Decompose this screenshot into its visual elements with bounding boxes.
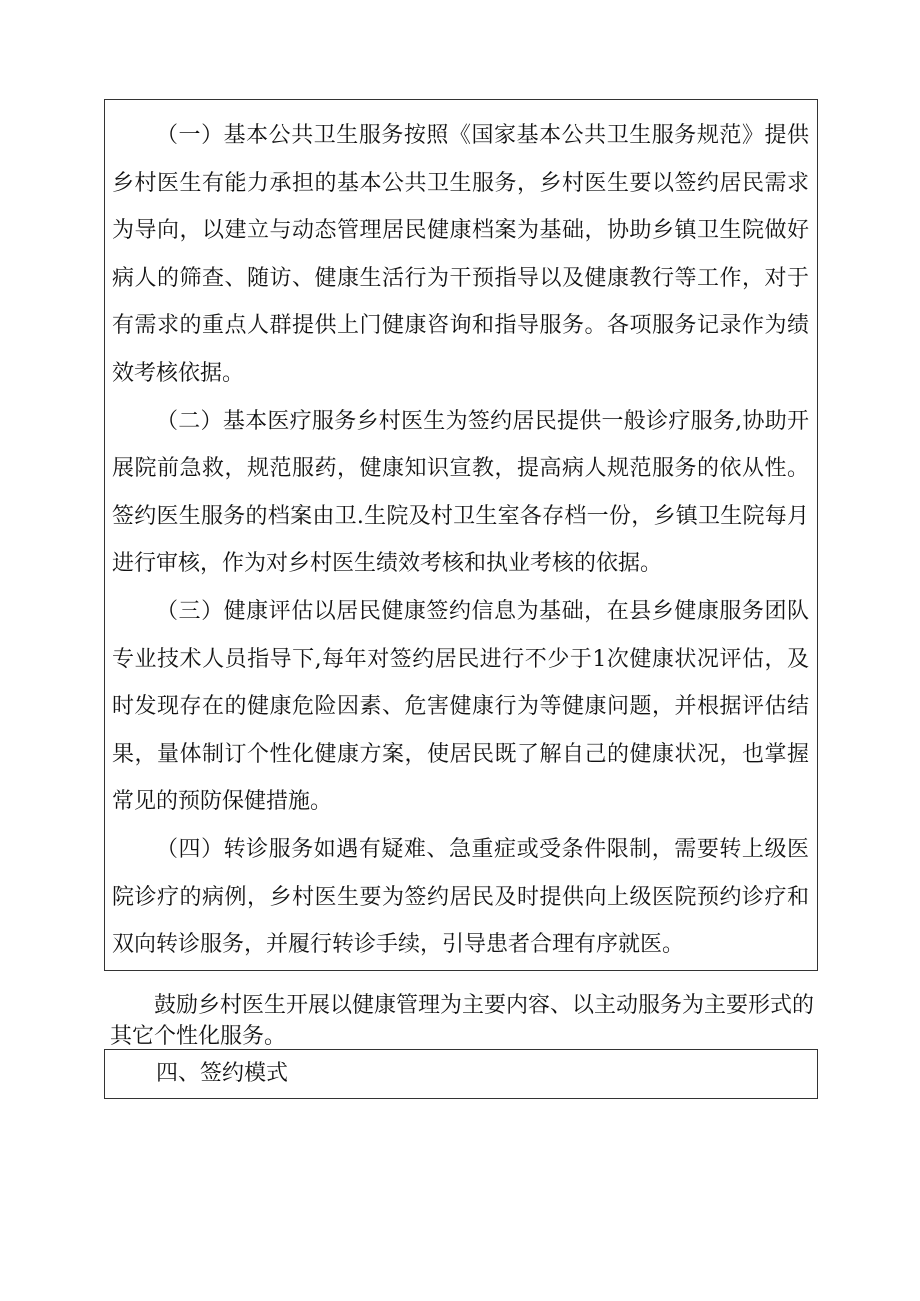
paragraph-health-assessment: （三）健康评估以居民健康签约信息为基础，在县乡健康服务团队专业技术人员指导下,每年对签约居民进行不少于1次健康状况评估，及时发现存在的健康危险因素、危害健康行为等健康问题，并根据评估结果，量体制订个性化健康方案，使居民既了解自己的健康状况，也掌握常见的预防保健措施。 xyxy=(112,598,809,815)
service-content-box xyxy=(104,99,818,971)
section-heading-signing-mode: 四、签约模式 xyxy=(156,1061,289,1086)
signing-mode-box xyxy=(104,1049,818,1099)
paragraph-basic-public-health: （一）基本公共卫生服务按照《国家基本公共卫生服务规范》提供乡村医生有能力承担的基本公共卫生服务，乡村医生要以签约居民需求为导向，以建立与动态管理居民健康档案为基础，协助乡镇卫生院做好病人的筛查、随访、健康生活行为干预指导以及健康教行等工作，对于有需求的重点人群提供上门健康咨询和指导服务。各项服务记录作为绩效考核依据。 xyxy=(112,123,809,386)
paragraph-referral-service: （四）转诊服务如遇有疑难、急重症或受条件限制，需要转上级医院诊疗的病例，乡村医生要为签约居民及时提供向上级医院预约诊疗和双向转诊服务，并履行转诊手续，引导患者合理有序就医。 xyxy=(112,836,809,958)
encouragement-paragraph: 鼓励乡村医生开展以健康管理为主要内容、以主动服务为主要形式的其它个性化服务。 xyxy=(110,993,815,1049)
paragraph-basic-medical-service: （二）基本医疗服务乡村医生为签约居民提供一般诊疗服务,协助开展院前急救，规范服药，健康知识宣教，提高病人规范服务的依从性。签约医生服务的档案由卫.生院及村卫生室各存档一份，乡镇卫生院每月进行审核，作为对乡村医生绩效考核和执业考核的依据。 xyxy=(112,408,809,577)
